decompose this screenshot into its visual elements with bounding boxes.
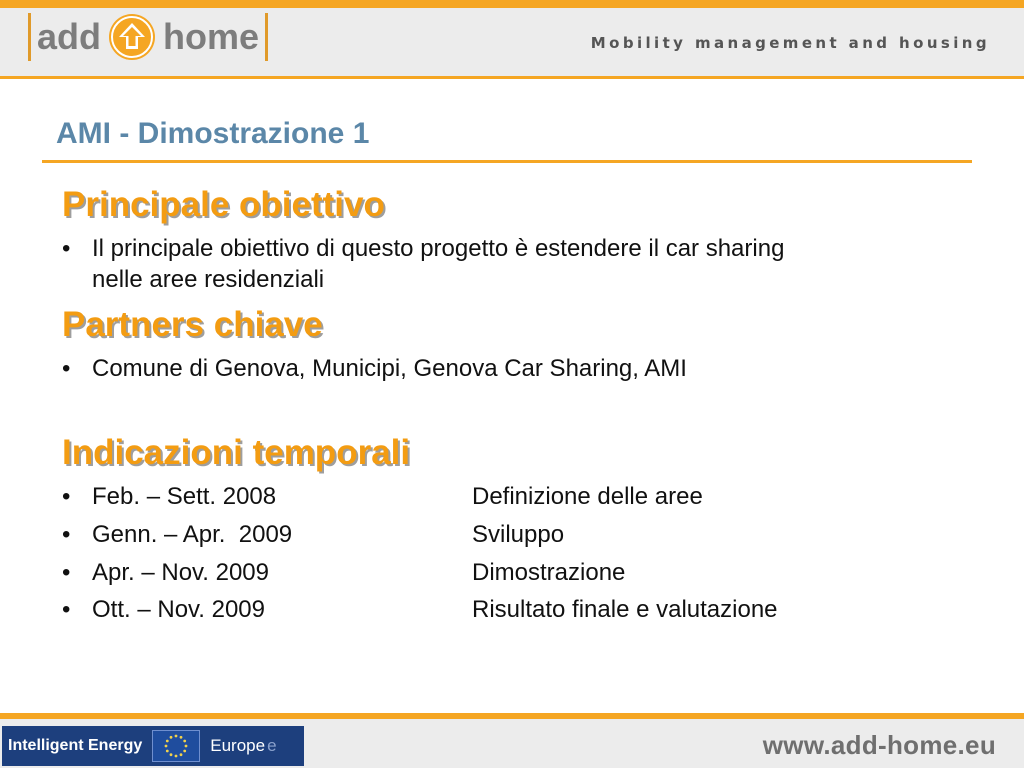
bullet-objective-line1: Il principale obiettivo di questo progetto è estendere il car sharing	[92, 235, 785, 262]
heading-objective: Principale obiettivo	[62, 185, 385, 224]
heading-partners: Partners chiave	[62, 305, 323, 344]
timeline-period: Genn. – Apr. 2009	[92, 521, 293, 548]
house-arrow-icon	[109, 14, 155, 60]
bullet-dot: •	[62, 483, 71, 510]
bullet-objective-line2: nelle aree residenziali	[92, 266, 325, 293]
logo-bar-left	[28, 13, 31, 61]
bullet-dot: •	[62, 521, 71, 548]
bullet-dot: •	[62, 559, 71, 586]
bullet-dot: •	[62, 355, 71, 382]
logo-word-add: add	[37, 16, 102, 57]
timeline-activity: Risultato finale e valutazione	[472, 596, 778, 623]
timeline-period: Ott. – Nov. 2009	[92, 596, 265, 623]
logo-bar-right	[265, 13, 268, 61]
badge-label-left: Intelligent Energy	[8, 737, 143, 754]
header-divider	[0, 76, 1024, 79]
header-top-strip	[0, 0, 1024, 8]
eu-flag-icon	[152, 730, 200, 762]
bullet-dot: •	[62, 596, 71, 623]
badge-label-right: Europe	[210, 736, 266, 755]
timeline-activity: Dimostrazione	[472, 559, 626, 586]
bullet-dot: •	[62, 235, 71, 262]
website-url[interactable]: www.add-home.eu	[762, 730, 996, 760]
badge-ghost-letter: e	[267, 736, 277, 755]
add-home-logo	[28, 12, 268, 62]
header-tagline: Mobility management and housing	[590, 34, 990, 52]
slide-title: AMI - Dimostrazione 1	[56, 117, 370, 150]
logo-word-home: home	[163, 16, 260, 57]
title-underline	[42, 160, 972, 163]
intelligent-energy-europe-badge	[2, 726, 304, 766]
timeline-period: Apr. – Nov. 2009	[92, 559, 269, 586]
timeline-activity: Sviluppo	[472, 521, 565, 548]
timeline-activity: Definizione delle aree	[472, 483, 703, 510]
timeline-period: Feb. – Sett. 2008	[92, 483, 277, 510]
heading-timeline: Indicazioni temporali	[62, 433, 411, 472]
bullet-partners-text: Comune di Genova, Municipi, Genova Car Sharing, AMI	[92, 355, 687, 382]
